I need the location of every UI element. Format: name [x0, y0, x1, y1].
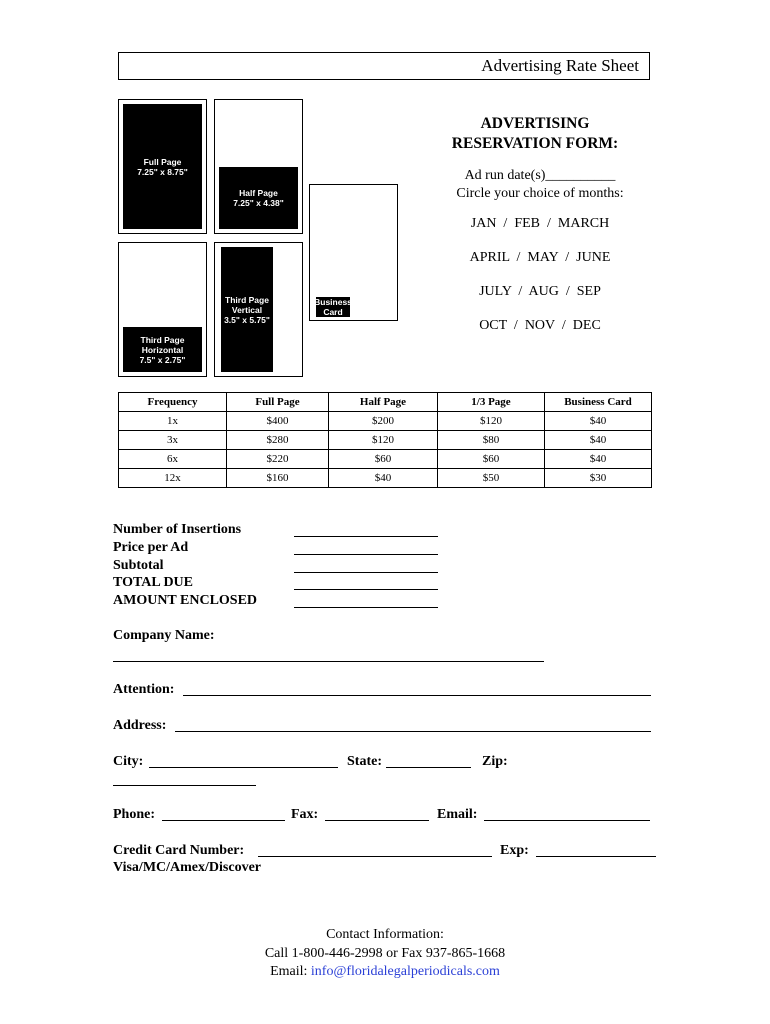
total-due-field[interactable]	[294, 589, 438, 590]
email-label: Email:	[437, 807, 478, 822]
table-cell: $120	[438, 412, 545, 431]
fax-field[interactable]	[325, 820, 429, 821]
insertions-label: Number of Insertions	[113, 522, 242, 537]
contact-info	[0, 926, 770, 982]
insertions-field[interactable]	[294, 536, 438, 537]
exp-label: Exp:	[500, 843, 529, 858]
months-q1[interactable]: JAN / FEB / MARCH	[470, 216, 610, 231]
circle-months-label: Circle your choice of months:	[456, 186, 624, 201]
table-cell: $50	[438, 469, 545, 488]
zip-label: Zip:	[482, 754, 508, 769]
company-label: Company Name:	[113, 628, 215, 643]
address-label: Address:	[113, 718, 167, 733]
credit-card-label: Credit Card Number:	[113, 843, 245, 858]
state-field[interactable]	[386, 767, 471, 768]
contact-email-link[interactable]: info@floridalegalperiodicals.com	[310, 964, 500, 979]
subtotal-field[interactable]	[294, 572, 438, 573]
table-cell: $400	[227, 412, 329, 431]
header-half-page: Half Page	[329, 393, 438, 412]
table-cell: 12x	[119, 469, 227, 488]
header-business-card: Business Card	[545, 393, 652, 412]
amount-enclosed-label: AMOUNT ENCLOSED	[113, 593, 258, 609]
credit-card-field[interactable]	[258, 856, 492, 857]
zip-field[interactable]	[113, 785, 256, 786]
exp-field[interactable]	[536, 856, 656, 857]
ad-third-horizontal-box	[118, 242, 207, 377]
months-q2[interactable]: APRIL / MAY / JUNE	[469, 250, 611, 265]
header-full-page: Full Page	[227, 393, 329, 412]
ad-half-page-box	[214, 99, 303, 234]
table-cell: $30	[545, 469, 652, 488]
contact-phone-fax: Call 1-800-446-2998 or Fax 937-865-1668	[264, 945, 506, 961]
subtotal-label: Subtotal	[113, 557, 164, 573]
table-cell: $40	[545, 412, 652, 431]
run-dates-label: Ad run date(s)__________	[464, 168, 616, 183]
company-field[interactable]	[113, 661, 544, 662]
months-q3[interactable]: JULY / AUG / SEP	[479, 284, 601, 299]
table-cell: $280	[227, 431, 329, 450]
ad-business-card-label: Business Card	[314, 297, 352, 317]
title-box	[118, 52, 650, 80]
header-frequency: Frequency	[119, 393, 227, 412]
table-cell: 6x	[119, 450, 227, 469]
ad-half-page-label: Half Page 7.25" x 4.38"	[219, 167, 298, 229]
ad-third-horizontal-label: Third Page Horizontal 7.5" x 2.75"	[123, 327, 202, 372]
table-cell: $80	[438, 431, 545, 450]
table-cell: $40	[545, 450, 652, 469]
order-summary-labels	[113, 521, 257, 610]
state-label: State:	[347, 754, 382, 769]
reservation-title-line2: RESERVATION FORM:	[451, 135, 619, 152]
reservation-title	[440, 114, 630, 154]
total-due-label: TOTAL DUE	[113, 575, 194, 591]
email-field[interactable]	[484, 820, 650, 821]
table-cell: $60	[329, 450, 438, 469]
table-cell: $200	[329, 412, 438, 431]
reservation-title-line1: ADVERTISING	[480, 115, 590, 132]
address-field[interactable]	[175, 731, 651, 732]
table-cell: $120	[329, 431, 438, 450]
table-row	[119, 469, 652, 488]
rate-table	[118, 392, 652, 488]
city-field[interactable]	[149, 767, 338, 768]
header-third-page: 1/3 Page	[438, 393, 545, 412]
fax-label: Fax:	[291, 807, 319, 822]
months-q4[interactable]: OCT / NOV / DEC	[479, 318, 601, 333]
card-types-label: Visa/MC/Amex/Discover	[113, 860, 261, 875]
page-title: Advertising Rate Sheet	[481, 56, 639, 75]
city-label: City:	[113, 754, 144, 769]
table-cell: $60	[438, 450, 545, 469]
table-cell: $220	[227, 450, 329, 469]
rate-table-header	[119, 393, 652, 412]
phone-label: Phone:	[113, 807, 155, 822]
table-cell: $40	[329, 469, 438, 488]
table-cell: 3x	[119, 431, 227, 450]
ad-full-page-box	[118, 99, 207, 234]
table-row	[119, 431, 652, 450]
phone-field[interactable]	[162, 820, 285, 821]
table-cell: $160	[227, 469, 329, 488]
amount-enclosed-field[interactable]	[294, 607, 438, 608]
table-row	[119, 412, 652, 431]
ad-third-vertical-box	[214, 242, 303, 377]
table-cell: $40	[545, 431, 652, 450]
ad-third-vertical-label: Third Page Vertical 3.5" x 5.75"	[221, 247, 273, 372]
contact-email-label: Email:	[270, 964, 311, 979]
ad-full-page-label: Full Page 7.25" x 8.75"	[123, 104, 202, 229]
contact-heading: Contact Information:	[326, 927, 444, 942]
table-cell: 1x	[119, 412, 227, 431]
contact-email-line	[0, 963, 770, 982]
ad-business-card-box	[309, 184, 398, 321]
attention-field[interactable]	[183, 695, 651, 696]
table-row	[119, 450, 652, 469]
attention-label: Attention:	[113, 682, 175, 697]
price-per-ad-label: Price per Ad	[113, 539, 189, 555]
price-per-ad-field[interactable]	[294, 554, 438, 555]
